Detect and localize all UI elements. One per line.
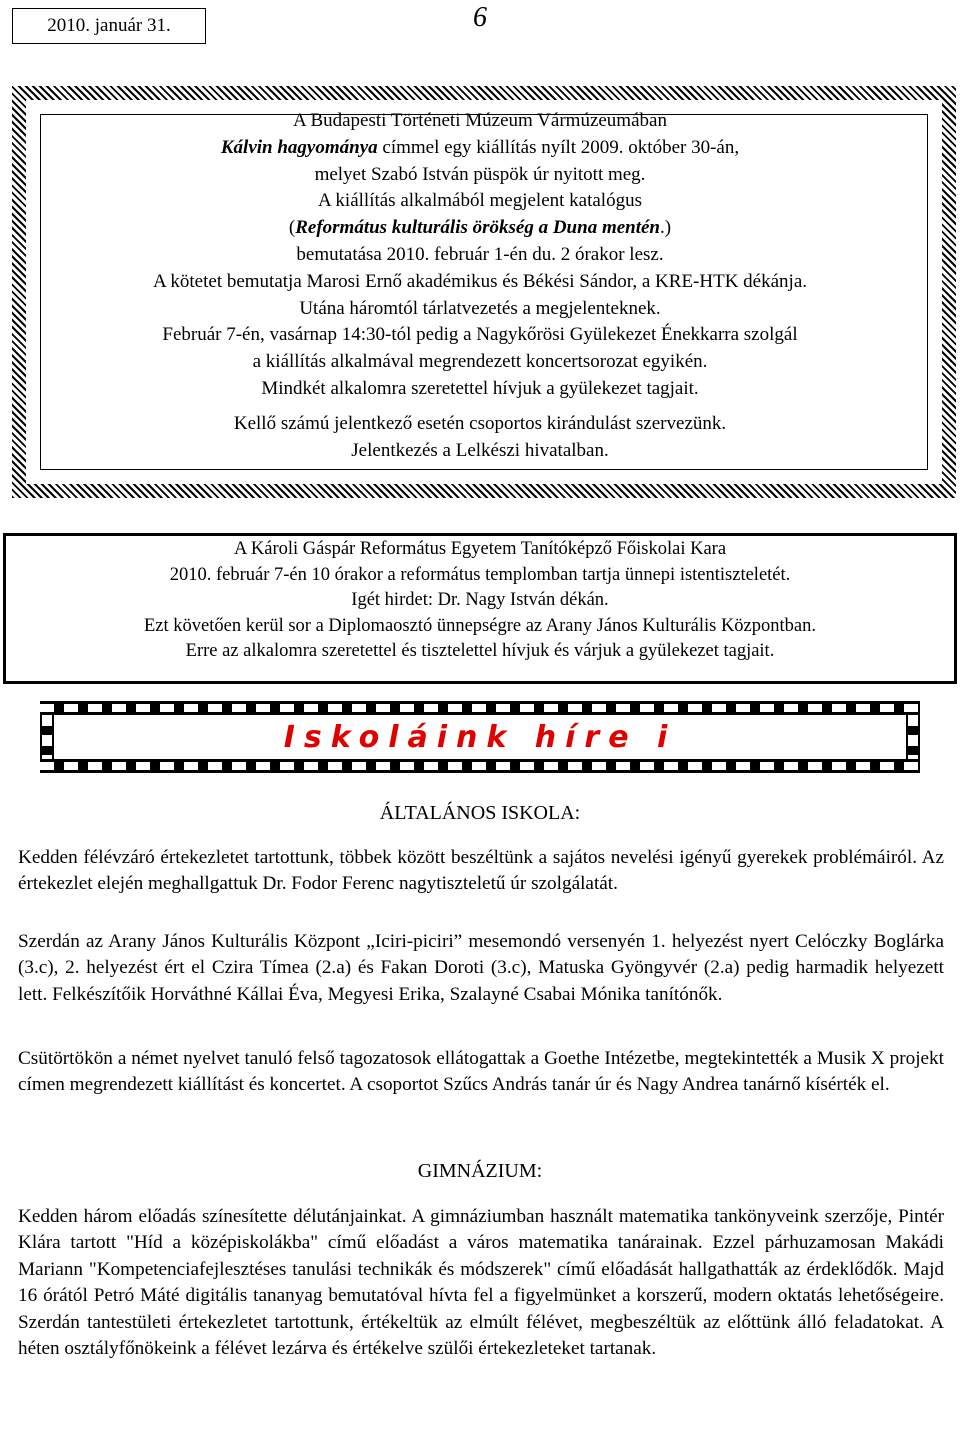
announcement-line: Kálvin hagyománya címmel egy kiállítás nyílt 2009. október 30-án, <box>220 136 740 158</box>
announcement-line: Utána háromtól tárlatvezetés a megjelenteknek. <box>299 297 661 319</box>
announcement-line: A kiállítás alkalmából megjelent katalógus <box>318 190 642 212</box>
announcement-line: a kiállítás alkalmával megrendezett koncertsorozat egyikén. <box>252 351 708 373</box>
announcement-line: A kötetet bemutatja Marosi Ernő akadémikus és Békési Sándor, a KRE-HTK dékánja. <box>152 270 808 292</box>
section-title: Iskoláink híre i <box>283 719 677 755</box>
announcement-line: Jelentkezés a Lelkészi hivatalban. <box>351 439 609 461</box>
page-number: 6 <box>473 2 487 33</box>
section-banner <box>40 701 920 773</box>
announcement-line: A Budapesti Történeti Múzeum Vármúzeumában <box>293 110 667 131</box>
announcement-text <box>26 108 934 464</box>
announcement-line: bemutatása 2010. február 1-én du. 2 órakor lesz. <box>296 243 664 265</box>
elementary-heading: ÁLTALÁNOS ISKOLA: <box>379 802 581 824</box>
gymnasium-heading: GIMNÁZIUM: <box>417 1160 543 1182</box>
catalogue-title: Református kulturális örökség a Duna mentén <box>295 217 661 239</box>
notice-line: 2010. február 7-én 10 órakor a református templomban tartja ünnepi istentiszteletét. <box>169 564 791 585</box>
announcement-line: Február 7-én, vasárnap 14:30-tól pedig a Nagykőrösi Gyülekezet Énekkarra szolgál <box>162 324 798 346</box>
graduation-notice-text <box>8 537 952 665</box>
elementary-paragraph: Csütörtökön a német nyelvet tanuló felső tagozatosok ellátogattak a Goethe Intézetbe, megtekintették a Musik X projekt címen megrendezett kiállítást és koncertet. A csoportot Szűcs András tanár úr és Nagy Andrea tanárnő kísérték el. <box>18 1048 944 1096</box>
notice-line: Igét hirdet: Dr. Nagy István dékán. <box>351 590 609 610</box>
elementary-paragraph: Szerdán az Arany János Kulturális Központ „Iciri-piciri” mesemondó versenyén 1. helyezést nyert Celóczky Boglárka (3.c), 2. helyezést ért el Czira Tímea (2.a) és Fakan Doroti (3.c), Matuska Gyöngyvér (2.a) pedig harmadik helyezett lett. Felkészítőik Horváthné Kállai Éva, Megyesi Erika, Szalayné Csabai Mónika tanítónők. <box>18 931 944 1005</box>
notice-line: Ezt követően kerül sor a Diplomaosztó ünnepségre az Arany János Kulturális Központban. <box>144 615 816 636</box>
exhibition-title: Kálvin hagyománya <box>220 136 378 158</box>
gymnasium-paragraph: Kedden három előadás színesítette délutánjainkat. A gimnáziumban használt matematika tankönyveink szerzője, Pintér Klára tartott "Híd a középiskolákba" című előadást a város matematika tanárainak. Ezzel párhuzamosan Makádi Mariann "Kompetenciafejlesztéses tanulási technikák és módszerek" című előadását hallgathatták az érdeklődők. Majd 16 órától Petró Máté digitális tananyag bemutatóval hívta fel a figyelmünket a korszerű, modern oktatás lehetőségeire. Szerdán tantestületi értekezletet tartottunk, értékeltük az elmúlt félévet, megbeszéltük az előttünk álló feladatokat. A héten osztályfőnökeink a félévet lezárva és értékelve szülői értekezleteket tartanak. <box>18 1206 944 1360</box>
issue-date: 2010. január 31. <box>12 8 206 44</box>
notice-line: A Károli Gáspár Református Egyetem Tanítóképző Főiskolai Kara <box>233 539 727 559</box>
announcement-line: melyet Szabó István püspök úr nyitott meg. <box>314 163 646 185</box>
announcement-line: Kellő számú jelentkező esetén csoportos kirándulást szervezünk. <box>233 412 727 434</box>
announcement-line: (Református kulturális örökség a Duna mentén.) <box>288 217 672 239</box>
elementary-paragraph: Kedden félévzáró értekezletet tartottunk, többek között beszéltünk a sajátos nevelési igényű gyerekek problémáiról. Az értekezlet elején meghallgattuk Dr. Fodor Ferenc nagytiszteletű úr szolgálatát. <box>18 847 944 895</box>
announcement-line: Mindkét alkalomra szeretettel hívjuk a gyülekezet tagjait. <box>261 377 699 399</box>
notice-line: Erre az alkalomra szeretettel és tisztelettel hívjuk és várjuk a gyülekezet tagjait. <box>185 641 775 661</box>
